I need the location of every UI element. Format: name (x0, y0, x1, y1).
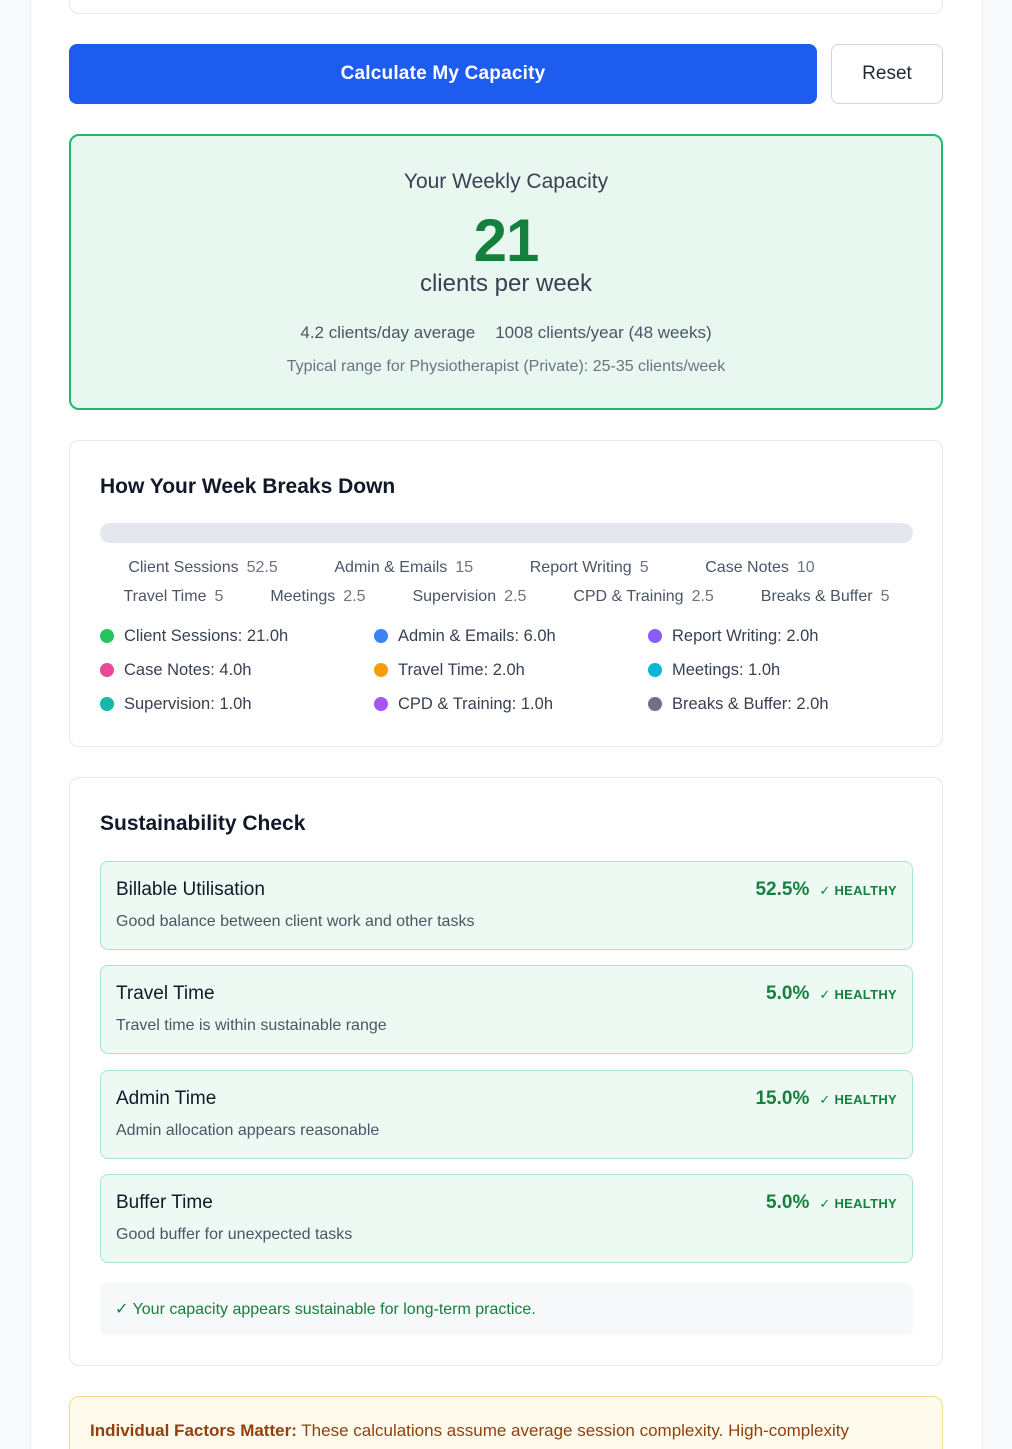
check-title: Billable Utilisation (116, 879, 265, 900)
check-result (755, 1088, 897, 1110)
check-value: 5.0% (766, 1192, 810, 1213)
typical-range: Typical range for Physiotherapist (Private): 25-35 clients/week (286, 358, 726, 375)
legend-dot-icon (374, 697, 388, 711)
check-title: Travel Time (116, 983, 215, 1004)
sustainability-summary: ✓ Your capacity appears sustainable for long-term practice. (100, 1283, 913, 1335)
weekly-capacity-card (69, 134, 943, 410)
bar-segment: Supervision 2.5 (412, 587, 527, 605)
bar-segment: Report Writing 5 (529, 558, 649, 576)
legend-dot-icon (374, 663, 388, 677)
bar-segment: Case Notes 10 (705, 558, 815, 576)
bar-segment: Travel Time 5 (123, 587, 224, 605)
sustainability-title: Sustainability Check (100, 812, 306, 835)
check-description: Admin allocation appears reasonable (116, 1122, 380, 1139)
sustainability-card (69, 777, 943, 1366)
check-result (766, 1192, 897, 1214)
status-badge: ✓ HEALTHY (819, 1196, 897, 1211)
calculate-capacity-button[interactable]: Calculate My Capacity (69, 44, 817, 104)
note-heading: Individual Factors Matter: (90, 1421, 297, 1440)
check-result (766, 983, 897, 1005)
bar-labels-row-2 (100, 582, 913, 611)
individual-factors-note (69, 1396, 943, 1449)
check-buffer-time (100, 1174, 913, 1263)
legend-dot-icon (100, 629, 114, 643)
bar-segment: Client Sessions 52.5 (128, 558, 278, 576)
check-admin-time (100, 1070, 913, 1159)
legend-dot-icon (648, 629, 662, 643)
legend-dot-icon (374, 629, 388, 643)
bar-segment: Meetings 2.5 (270, 587, 366, 605)
breakdown-bar (100, 523, 913, 543)
note-text: These calculations assume average session complexity. High-complexity (296, 1421, 849, 1440)
capacity-number: 21 (473, 207, 539, 274)
check-description: Good buffer for unexpected tasks (116, 1226, 353, 1243)
status-badge: ✓ HEALTHY (819, 1092, 897, 1107)
previous-card (69, 0, 943, 14)
bar-labels-row-1 (100, 553, 913, 582)
check-result (755, 879, 897, 901)
bar-segment: Breaks & Buffer 5 (760, 587, 890, 605)
breakdown-title: How Your Week Breaks Down (100, 475, 396, 498)
legend-dot-icon (100, 663, 114, 677)
legend-item: Case Notes: 4.0h (100, 659, 374, 681)
check-billable-utilisation (100, 861, 913, 950)
status-badge: ✓ HEALTHY (819, 883, 897, 898)
legend-item: Travel Time: 2.0h (374, 659, 648, 681)
legend-item: Admin & Emails: 6.0h (374, 625, 648, 647)
breakdown-legend (100, 625, 913, 715)
capacity-unit: clients per week (419, 270, 593, 297)
bar-segment: Admin & Emails 15 (334, 558, 474, 576)
capacity-stats (71, 323, 941, 343)
check-value: 5.0% (766, 983, 810, 1004)
legend-item: Report Writing: 2.0h (648, 625, 913, 647)
check-title: Admin Time (116, 1088, 217, 1109)
bar-segment: CPD & Training 2.5 (573, 587, 714, 605)
legend-item: Supervision: 1.0h (100, 693, 374, 715)
legend-item: CPD & Training: 1.0h (374, 693, 648, 715)
reset-button[interactable]: Reset (831, 44, 943, 104)
check-value: 52.5% (755, 879, 810, 900)
check-title: Buffer Time (116, 1192, 213, 1213)
legend-item: Breaks & Buffer: 2.0h (648, 693, 913, 715)
check-value: 15.0% (755, 1088, 810, 1109)
check-description: Good balance between client work and other tasks (116, 913, 475, 930)
check-travel-time (100, 965, 913, 1054)
week-breakdown-card (69, 440, 943, 747)
legend-item: Meetings: 1.0h (648, 659, 913, 681)
legend-dot-icon (648, 663, 662, 677)
legend-item: Client Sessions: 21.0h (100, 625, 374, 647)
clients-per-year: 1008 clients/year (48 weeks) (495, 323, 712, 342)
clients-per-day: 4.2 clients/day average (300, 323, 476, 342)
legend-dot-icon (648, 697, 662, 711)
capacity-title: Your Weekly Capacity (403, 170, 609, 193)
status-badge: ✓ HEALTHY (819, 987, 897, 1002)
legend-dot-icon (100, 697, 114, 711)
check-description: Travel time is within sustainable range (116, 1017, 387, 1034)
bar-segment-labels (100, 553, 913, 611)
